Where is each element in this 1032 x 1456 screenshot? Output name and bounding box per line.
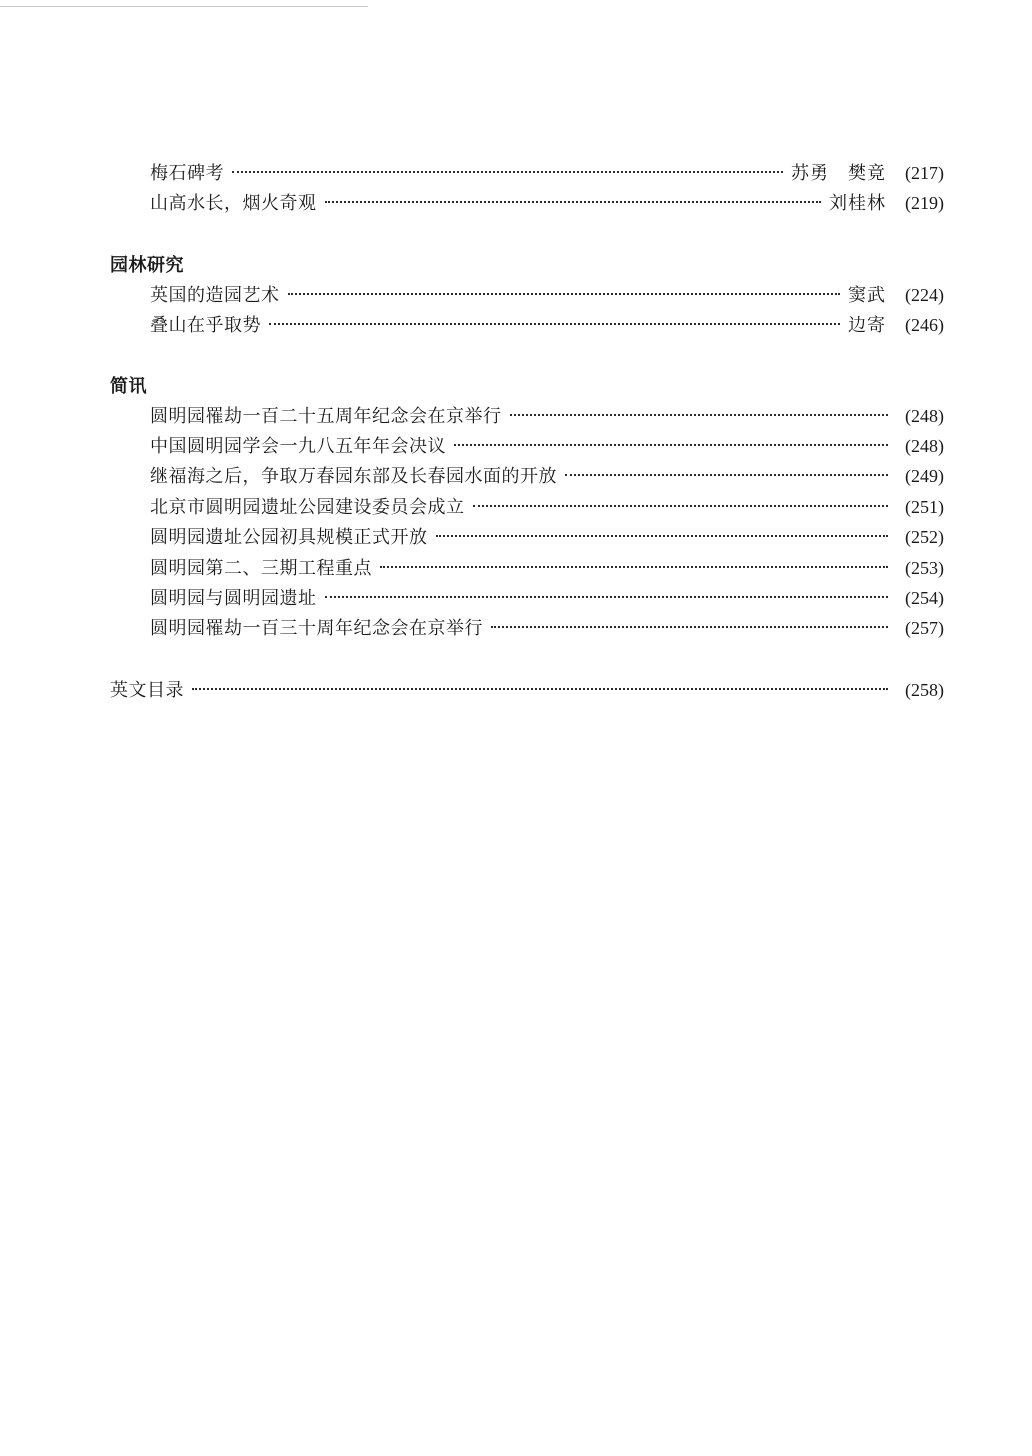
dot-leader [454, 444, 888, 446]
toc-entry[interactable] [150, 461, 944, 491]
entry-title: 中国圆明园学会一九八五年年会决议 [150, 436, 446, 457]
entry-author: 窦武 [848, 285, 886, 306]
entry-title: 北京市圆明园遗址公园建设委员会成立 [150, 497, 465, 518]
entry-page: (219) [905, 193, 944, 213]
dot-leader [473, 505, 889, 507]
toc-entry[interactable] [150, 431, 944, 461]
toc-entry[interactable] [150, 280, 944, 310]
top-rule [0, 6, 368, 7]
entry-title: 圆明园罹劫一百二十五周年纪念会在京举行 [150, 406, 502, 427]
entry-page: (248) [905, 436, 944, 456]
dot-leader [269, 323, 840, 325]
entry-title: 圆明园遗址公园初具规模正式开放 [150, 527, 428, 548]
entry-page: (254) [905, 588, 944, 608]
entry-page: (253) [905, 558, 944, 578]
entry-page: (224) [905, 285, 944, 305]
toc-entry[interactable] [150, 492, 944, 522]
entry-page: (248) [905, 406, 944, 426]
entry-author: 刘桂林 [829, 193, 886, 214]
toc-entry[interactable] [150, 583, 944, 613]
entry-title: 圆明园第二、三期工程重点 [150, 558, 372, 579]
toc-entry[interactable] [150, 613, 944, 643]
entry-title: 山高水长，烟火奇观 [150, 193, 317, 214]
dot-leader [510, 414, 889, 416]
toc-entry[interactable] [150, 158, 944, 188]
section-heading: 简讯 [110, 376, 147, 397]
dot-leader [288, 293, 841, 295]
dot-leader [380, 566, 888, 568]
toc-entry[interactable] [150, 188, 944, 218]
dot-leader [325, 596, 889, 598]
toc-entry[interactable] [150, 553, 944, 583]
entry-title: 英文目录 [110, 680, 184, 701]
dot-leader [192, 688, 888, 690]
entry-author: 边寄 [848, 315, 886, 336]
dot-leader [325, 201, 822, 203]
dot-leader [565, 474, 888, 476]
entry-page: (252) [905, 527, 944, 547]
section-heading: 园林研究 [110, 255, 184, 276]
entry-page: (251) [905, 497, 944, 517]
entry-title: 叠山在乎取势 [150, 315, 261, 336]
toc-entry[interactable] [110, 675, 944, 705]
entry-title: 继福海之后，争取万春园东部及长春园水面的开放 [150, 466, 557, 487]
entry-title: 圆明园与圆明园遗址 [150, 588, 317, 609]
toc-entry[interactable] [150, 310, 944, 340]
entry-page: (217) [905, 163, 944, 183]
entry-title: 梅石碑考 [150, 163, 224, 184]
entry-page: (246) [905, 315, 944, 335]
entry-title: 英国的造园艺术 [150, 285, 280, 306]
entry-title: 圆明园罹劫一百三十周年纪念会在京举行 [150, 618, 483, 639]
entry-author: 苏勇 樊竟 [791, 163, 886, 184]
entry-page: (257) [905, 618, 944, 638]
entry-page: (249) [905, 466, 944, 486]
toc-entry[interactable] [150, 522, 944, 552]
dot-leader [436, 535, 889, 537]
toc-entry[interactable] [150, 401, 944, 431]
entry-page: (258) [905, 680, 944, 700]
dot-leader [491, 626, 888, 628]
dot-leader [232, 171, 783, 173]
